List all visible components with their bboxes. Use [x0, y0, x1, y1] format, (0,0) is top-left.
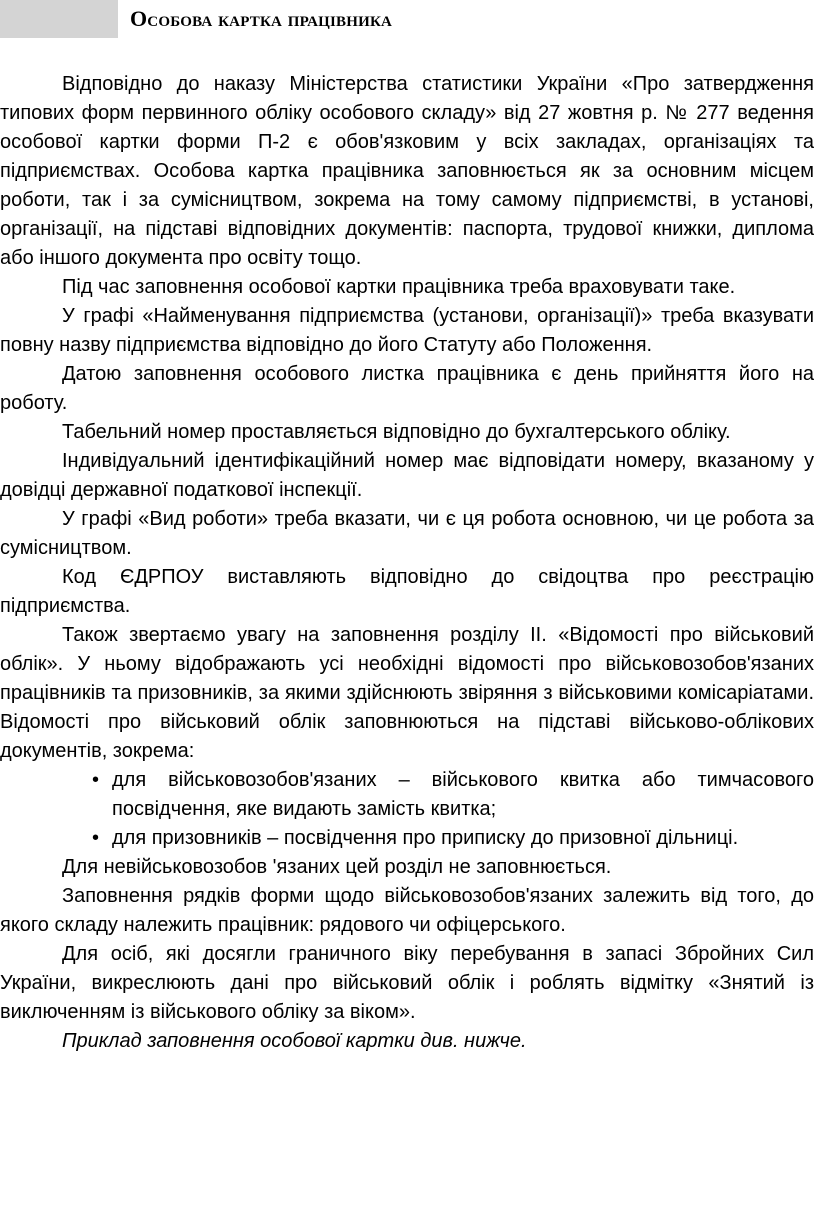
- title-decor-block: [0, 0, 118, 38]
- list-item: [0, 824, 814, 853]
- list-item-text: для призовників – посвідчення про приписку до призовної дільниці.: [112, 827, 739, 849]
- paragraph: Датою заповнення особового листка працівника є день прийняття його на роботу.: [0, 363, 814, 414]
- example-note: Приклад заповнення особової картки див. нижче.: [62, 1030, 527, 1052]
- document-body: [0, 70, 814, 1056]
- paragraph-intro: Відповідно до наказу Міністерства статистики України «Про затвердження типових форм первинного обліку особового складу» від 27 жовтня р. № 277 ведення особової картки форми П-2 є обов'язковим у всіх закладах, організаціях та підприємствах. Особова картка працівника заповнюється як за основним місцем роботи, так і за сумісництвом, зокрема на тому самому підприємстві, в установі, організації, на підставі відповідних документів: паспорта, трудової книжки, диплома або іншого документа про освіту тощо.: [0, 73, 814, 269]
- paragraph: Під час заповнення особової картки працівника треба враховувати таке.: [62, 276, 736, 298]
- header-bar: [0, 0, 816, 40]
- document-list: [0, 766, 814, 853]
- paragraph: Індивідуальний ідентифікаційний номер має відповідати номеру, вказаному у довідці державної податкової інспекції.: [0, 450, 814, 501]
- paragraph: Табельний номер проставляється відповідно до бухгалтерського обліку.: [62, 421, 731, 443]
- bullet-icon: •: [92, 769, 100, 791]
- paragraph: У графі «Найменування підприємства (установи, організації)» треба вказувати повну назву підприємства відповідно до його Статуту або Положення.: [0, 305, 814, 356]
- bullet-icon: •: [92, 827, 100, 849]
- paragraph: Заповнення рядків форми щодо військовозобов'язаних залежить від того, до якого складу належить працівник: рядового чи офіцерського.: [0, 885, 814, 936]
- paragraph: Код ЄДРПОУ виставляють відповідно до свідоцтва про реєстрацію підприємства.: [0, 566, 814, 617]
- paragraph-military: Також звертаємо увагу на заповнення розділу ІІ. «Відомості про військовий облік». У ньому відображають усі необхідні відомості про військовозобов'язаних працівників та призовників, за якими здійснюють звіряння з військовими комісаріатами. Відомості про військовий облік заповнюються на підставі військово-облікових документів, зокрема:: [0, 624, 814, 762]
- list-item: [0, 766, 814, 824]
- paragraph: Для невійськовозобов 'язаних цей розділ не заповнюється.: [62, 856, 612, 878]
- list-item-text: для військовозобов'язаних – військового квитка або тимчасового посвідчення, яке видають замість квитка;: [112, 769, 814, 820]
- paragraph: У графі «Вид роботи» треба вказати, чи є ця робота основною, чи це робота за сумісництвом.: [0, 508, 814, 559]
- page-title: Особова картка працівника: [130, 6, 393, 31]
- paragraph: Для осіб, які досягли граничного віку перебування в запасі Збройних Сил України, викреслюють дані про військовий облік і роблять відмітку «Знятий із виключенням із військового обліку за віком».: [0, 943, 814, 1023]
